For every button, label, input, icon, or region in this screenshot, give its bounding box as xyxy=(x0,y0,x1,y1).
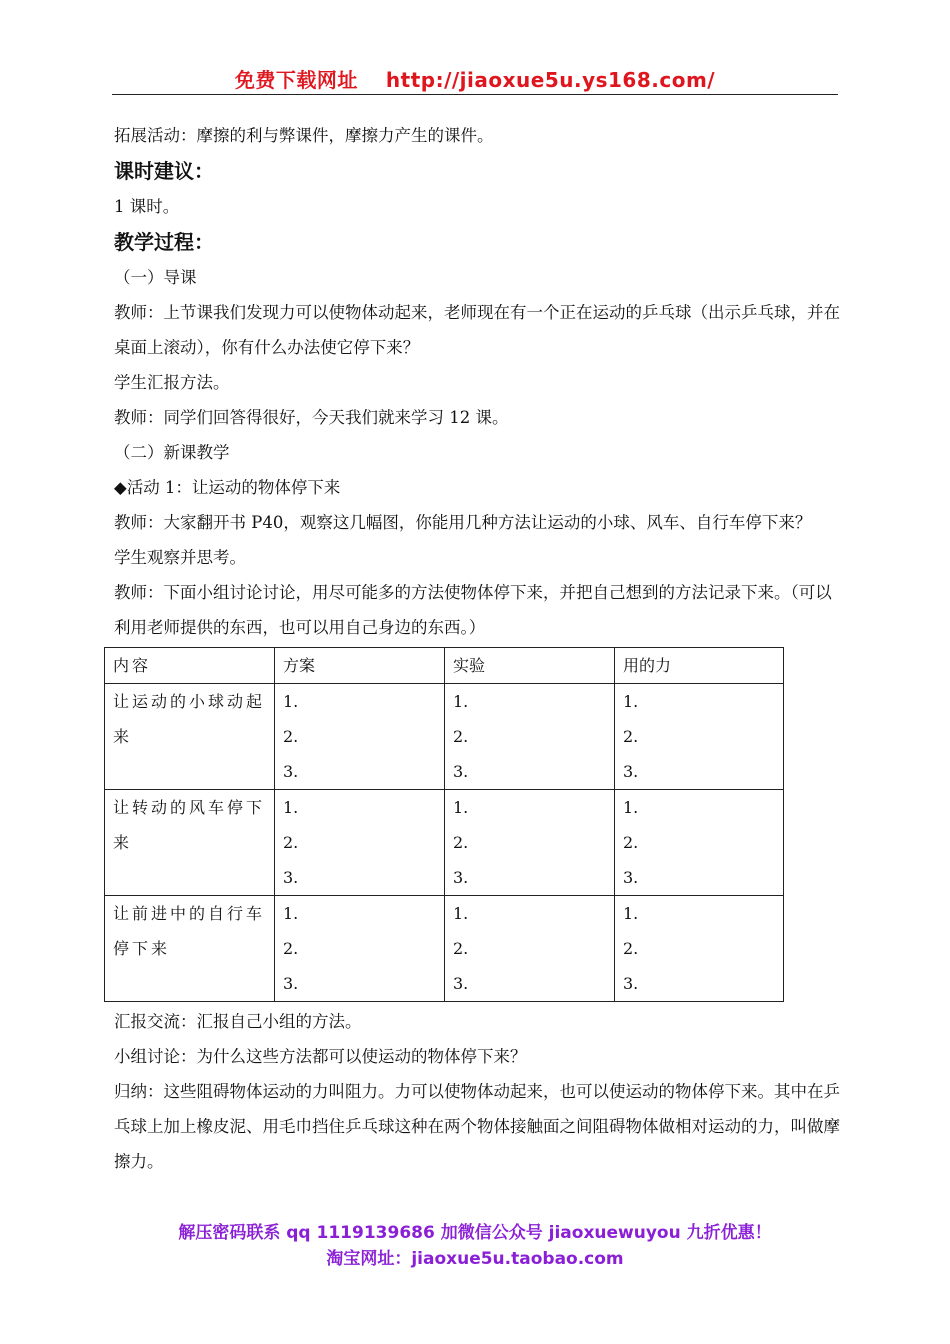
report-exchange-text: 汇报交流：汇报自己小组的方法。 xyxy=(114,1012,362,1031)
plan-cell: 1. 2. 3. xyxy=(275,790,445,896)
summary-paragraph: 归纳：这些阻碍物体运动的力叫阻力。力可以使物体动起来，也可以使运动的物体停下来。其中在乒乓球上加上橡皮泥、用毛巾挡住乒乓球这种在两个物体接触面之间阻碍物体做相对运动的力，叫做摩擦力。 xyxy=(114,1082,840,1171)
teacher-paragraph-2: 教师：同学们回答得很好，今天我们就来学习 12 课。 xyxy=(114,408,509,427)
table-row xyxy=(105,790,784,896)
row-label: 让前进中的自行车停下来 xyxy=(105,896,275,1002)
plan-cell: 1. 2. 3. xyxy=(275,684,445,790)
row-label: 让转动的风车停下来 xyxy=(105,790,275,896)
extension-activity-text: 拓展活动：摩擦的利与弊课件，摩擦力产生的课件。 xyxy=(114,126,494,145)
teacher-paragraph-1: 教师：上节课我们发现力可以使物体动起来，老师现在有一个正在运动的乒乓球（出示乒乓球，并在桌面上滚动），你有什么办法使它停下来？ xyxy=(114,303,840,357)
experiment-cell: 1. 2. 3. xyxy=(445,790,615,896)
header-url-link[interactable]: http://jiaoxue5u.ys168.com/ xyxy=(385,68,716,92)
heading-time-suggestion: 课时建议： xyxy=(114,159,214,183)
table-header-cell: 用的力 xyxy=(615,648,784,684)
table-row xyxy=(105,684,784,790)
footer-contact: 解压密码联系 qq 1119139686 加微信公众号 jiaoxuewuyou 九折优惠！ xyxy=(178,1223,772,1243)
footer-shop-link[interactable]: 淘宝网址：jiaoxue5u.taobao.com xyxy=(326,1249,624,1269)
table-header-cell: 内容 xyxy=(105,648,275,684)
force-cell: 1. 2. 3. xyxy=(615,790,784,896)
heading-teaching-process: 教学过程： xyxy=(114,230,214,254)
section-intro-title: （一）导课 xyxy=(114,268,197,287)
row-label: 让运动的小球动起来 xyxy=(105,684,275,790)
header-title: 免费下载网址 xyxy=(234,68,358,92)
experiment-cell: 1. 2. 3. xyxy=(445,896,615,1002)
section-new-lesson-title: （二）新课教学 xyxy=(114,443,230,462)
table-header-cell: 方案 xyxy=(275,648,445,684)
activity-1-title: ◆活动 1：让运动的物体停下来 xyxy=(114,478,341,497)
teacher-paragraph-4: 教师：下面小组讨论讨论，用尽可能多的方法使物体停下来，并把自己想到的方法记录下来。（可以利用老师提供的东西，也可以用自己身边的东西。） xyxy=(114,583,832,637)
activity-table xyxy=(104,647,784,1002)
table-header-cell: 实验 xyxy=(445,648,615,684)
time-text: 1 课时。 xyxy=(114,197,180,216)
student-report-text: 学生汇报方法。 xyxy=(114,373,230,392)
force-cell: 1. 2. 3. xyxy=(615,684,784,790)
force-cell: 1. 2. 3. xyxy=(615,896,784,1002)
table-row xyxy=(105,896,784,1002)
teacher-paragraph-3: 教师：大家翻开书 P40，观察这几幅图，你能用几种方法让运动的小球、风车、自行车停下来？ xyxy=(114,513,812,532)
group-discussion-text: 小组讨论：为什么这些方法都可以使运动的物体停下来？ xyxy=(114,1047,527,1066)
table-header-row xyxy=(105,648,784,684)
page-header xyxy=(112,64,838,95)
document-body xyxy=(114,118,844,1179)
plan-cell: 1. 2. 3. xyxy=(275,896,445,1002)
experiment-cell: 1. 2. 3. xyxy=(445,684,615,790)
student-observe-text: 学生观察并思考。 xyxy=(114,548,246,567)
